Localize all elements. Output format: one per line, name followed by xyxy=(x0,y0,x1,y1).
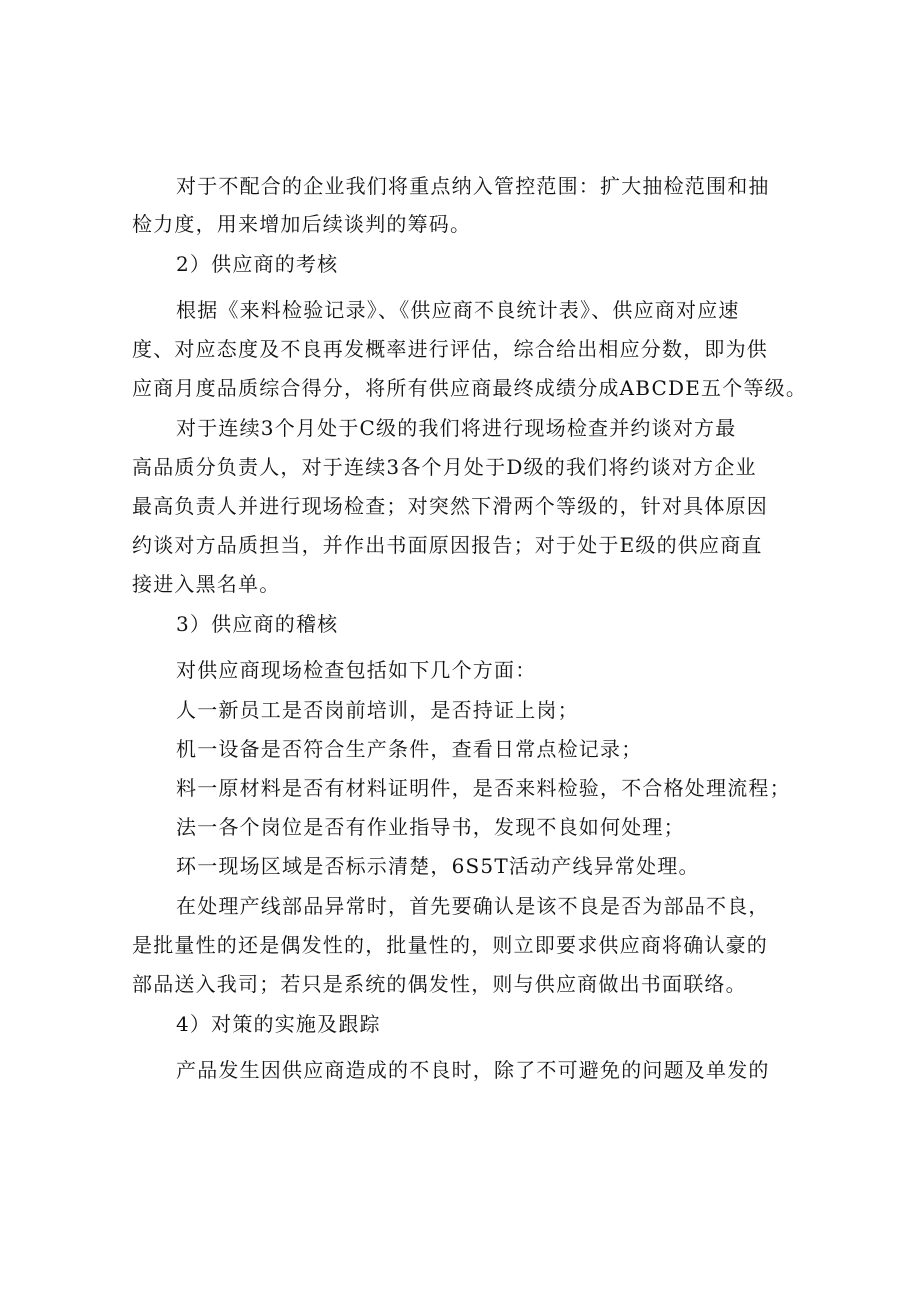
section-heading-2: 2）供应商的考核 xyxy=(176,252,339,276)
text-line: 高品质分负责人，对于连续3各个月处于D级的我们将约谈对方企业 xyxy=(132,455,757,479)
text-line: 最高负责人并进行现场检查；对突然下滑两个等级的，针对具体原因 xyxy=(132,494,768,518)
text-line: 检力度，用来增加后续谈判的筹码。 xyxy=(132,212,472,236)
text-line: 对于不配合的企业我们将重点纳入管控范围：扩大抽检范围和抽 xyxy=(176,174,770,198)
text-line: 对于连续3个月处于C级的我们将进行现场检查并约谈对方最 xyxy=(176,416,737,440)
text-line: 根据《来料检验记录》、《供应商不良统计表》、供应商对应速 xyxy=(176,298,740,322)
text-line: 机一设备是否符合生产条件，查看日常点检记录； xyxy=(176,737,643,761)
text-line: 对供应商现场检查包括如下几个方面： xyxy=(176,658,537,682)
text-line: 部品送入我司；若只是系统的偶发性，则与供应商做出书面联络。 xyxy=(132,972,747,996)
text-line: 在处理产线部品异常时，首先要确认是该不良是否为部品不良， xyxy=(176,894,770,918)
text-line: 是批量性的还是偶发性的，批量性的，则立即要求供应商将确认豪的 xyxy=(132,933,768,957)
text-line: 应商月度品质综合得分，将所有供应商最终成绩分成ABCDE五个等级。 xyxy=(132,376,808,400)
section-heading-3: 3）供应商的稽核 xyxy=(176,612,339,636)
text-line: 约谈对方品质担当，并作出书面原因报告；对于处于E级的供应商直 xyxy=(132,533,763,557)
text-line: 料一原材料是否有材料证明件，是否来料检验，不合格处理流程； xyxy=(176,776,791,800)
text-line: 产品发生因供应商造成的不良时，除了不可避免的问题及单发的 xyxy=(176,1058,770,1082)
text-line: 环一现场区域是否标示清楚，6S5T活动产线异常处理。 xyxy=(176,854,700,878)
text-line: 人一新员工是否岗前培训，是否持证上岗； xyxy=(176,698,579,722)
text-line: 接进入黑名单。 xyxy=(132,572,281,596)
text-line: 法一各个岗位是否有作业指导书，发现不良如何处理； xyxy=(176,815,685,839)
section-heading-4: 4）对策的实施及跟踪 xyxy=(176,1012,381,1036)
text-line: 度、对应态度及不良再发概率进行评估，综合给出相应分数，即为供 xyxy=(132,337,768,361)
